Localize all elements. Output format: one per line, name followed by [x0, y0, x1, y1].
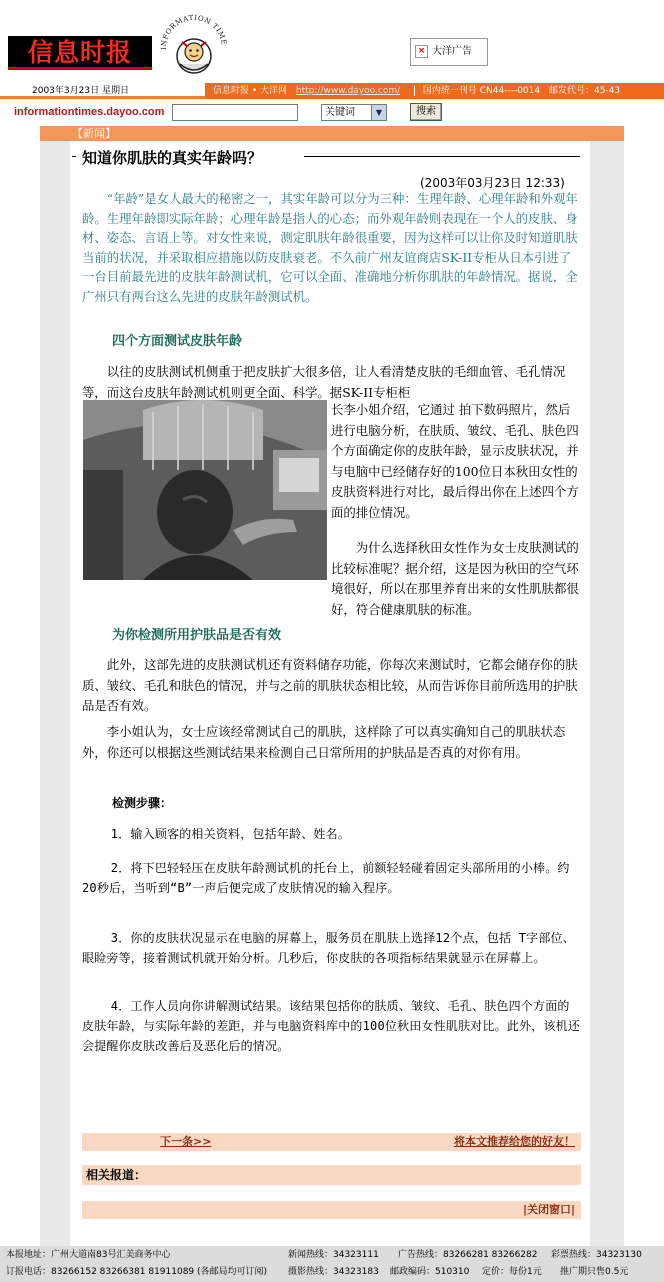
article-date: (2003年03月23日 12:33): [420, 176, 565, 190]
newspaper-emblem-icon: [158, 6, 230, 82]
article-paragraph: 长李小姐介绍，它通过 拍下数码照片，然后进行电脑分析，在肤质、皱纹、毛孔、肤色四个方面确定你的皮肤年龄，显示皮肤状况，并与电脑中已经储存好的100位日本秋田女性的皮肤资料进行对比，最后得出你在上述四个方面的排位情况。: [331, 402, 579, 520]
footer-price: 定价：每份1元: [482, 1267, 542, 1277]
date-text: 2003年3月23日 星期日: [32, 86, 129, 96]
footer-ad-hotline: 广告热线：83266281 83266282: [398, 1250, 538, 1260]
article-photo: [83, 400, 327, 580]
footer: [0, 1246, 664, 1282]
section-label: 【新闻】: [72, 127, 116, 140]
nav-divider: [414, 86, 415, 96]
article-paragraph: 此外，这部先进的皮肤测试机还有资料储存功能，你每次来测试时，它都会储存你的肤质、皱纹、毛孔和肤色的情况，并与之前的肌肤状态相比较，从而告诉你目前所选用的护肤品是否有效。: [82, 657, 578, 713]
search-input[interactable]: [172, 104, 298, 121]
related-reports-bar: [82, 1165, 581, 1185]
article-paragraph: [331, 538, 581, 620]
top-nav-bar: [205, 83, 664, 99]
nav-site-link[interactable]: 信息时报 • 大洋网: [213, 86, 288, 96]
step-item: 1．输入顾客的相关资料，包括年龄、姓名。: [110, 827, 351, 841]
subhead-four-aspects: 四个方面测试皮肤年龄: [112, 334, 243, 349]
footer-ad-price: 推广期只售0.5元: [560, 1267, 629, 1277]
title-rule: [304, 156, 580, 157]
search-button[interactable]: 搜索: [410, 103, 442, 121]
close-window-link[interactable]: |关闭窗口|: [522, 1203, 575, 1216]
section-bar: [40, 126, 624, 141]
date-bar: [0, 83, 205, 99]
step-item: 4．工作人员向你讲解测试结果。该结果包括你的肤质、皱纹、毛孔、肤色四个方面的皮肤年龄，与实际年龄的差距，并与电脑资料库中的100位秋田女性肌肤对比。此外，该机还会提醒你皮肤改善后及恶化后的情况。: [82, 999, 581, 1053]
emblem-text: INFORMATION TIME: [159, 13, 229, 51]
footer-lottery-hotline: 彩票热线：34323130: [551, 1250, 642, 1260]
next-bar: [82, 1133, 581, 1151]
footer-postcode: 邮政编码：510310: [390, 1267, 470, 1277]
ad-banner[interactable]: [410, 38, 488, 66]
close-bar: [82, 1201, 581, 1219]
newspaper-logo[interactable]: 信息时报: [8, 36, 152, 70]
article-title: 知道你肌肤的真实年龄吗？: [82, 149, 263, 167]
footer-news-hotline: 新闻热线：34323111: [288, 1250, 379, 1260]
article-paragraph: 以往的皮肤测试机侧重于把皮肤扩大很多倍，让人看清楚皮肤的毛细血管、毛孔情况等，而这台皮肤年龄测试机则更全面、科学。据SK-II专柜柜: [82, 364, 566, 400]
step-item: 3．你的皮肤状况显示在电脑的屏幕上，服务员在肌肤上选择12个点，包括 T字部位、眼睑旁等，接着测试机就开始分析。几秒后，你皮肤的各项指标结果就显示在屏幕上。: [82, 931, 575, 965]
nav-url-link[interactable]: http://www.dayoo.com/: [295, 86, 401, 96]
footer-address: 本报地址：广州大道南83号汇美商务中心: [6, 1250, 171, 1260]
step-item: 2．将下巴轻轻压在皮肤年龄测试机的托台上，前额轻轻碰着固定头部所用的小棒。约20秒后，当听到“B”一声后便完成了皮肤情况的输入程序。: [82, 861, 570, 895]
broken-image-icon: ×: [415, 45, 428, 58]
site-url-link[interactable]: informationtimes.dayoo.com: [14, 106, 165, 118]
search-field-select[interactable]: [321, 104, 387, 121]
steps-title: 检测步骤：: [112, 796, 173, 810]
next-article-link[interactable]: 下一条>>: [160, 1135, 212, 1148]
footer-photo-hotline: 摄影热线：34323183: [288, 1267, 379, 1277]
recommend-to-friend-link[interactable]: 将本文推荐给您的好友！: [454, 1135, 575, 1148]
select-value: 关键词: [325, 107, 355, 118]
related-reports-label: 相关报道：: [86, 1168, 147, 1182]
paragraph-text: 为什么选择秋田女性作为女士皮肤测试的比较标准呢？据介绍，这是因为秋田的空气环境很好，所以在那里养育出来的女性肌肤都很好，符合健康肌肤的标准。: [331, 540, 579, 617]
footer-subscribe: 订报电话：83266152 83266381 81911089 (各邮局均可订阅): [6, 1267, 268, 1277]
subhead-skincare-check: 为你检测所用护肤品是否有效: [112, 628, 282, 643]
article-intro: “年龄”是女人最大的秘密之一，其实年龄可以分为三种：生理年龄、心理年龄和外观年龄。生理年龄即实际年龄；心理年龄是指人的心态；而外观年龄则表现在一个人的皮肤、身材、姿态、言语上等。对女性来说，测定肌肤年龄很重要，因为这样可以让你及时知道肌肤当前的状况，并采取相应措施以防皮肤衰老。不久前广州友谊商店SK-II专柜从日本引进了一台目前最先进的皮肤年龄测试机，它可以全面、准确地分析你肌肤的年龄情况。据说，全广州只有两台这么先进的皮肤年龄测试机。: [82, 191, 578, 304]
chevron-down-icon[interactable]: ▼: [371, 105, 386, 120]
ad-label: 大洋广告: [432, 46, 472, 57]
article-paragraph: 李小姐认为，女士应该经常测试自己的肌肤，这样除了可以真实确知自己的肌肤状态外，你还可以根据这些测试结果来检测自己日常所用的护肤品是否真的对你有用。: [82, 724, 566, 760]
nav-issn: 国内统一刊号 CN44----0014: [422, 86, 541, 96]
title-rule: [72, 156, 76, 157]
nav-postal: 邮发代号：45-43: [548, 86, 621, 96]
